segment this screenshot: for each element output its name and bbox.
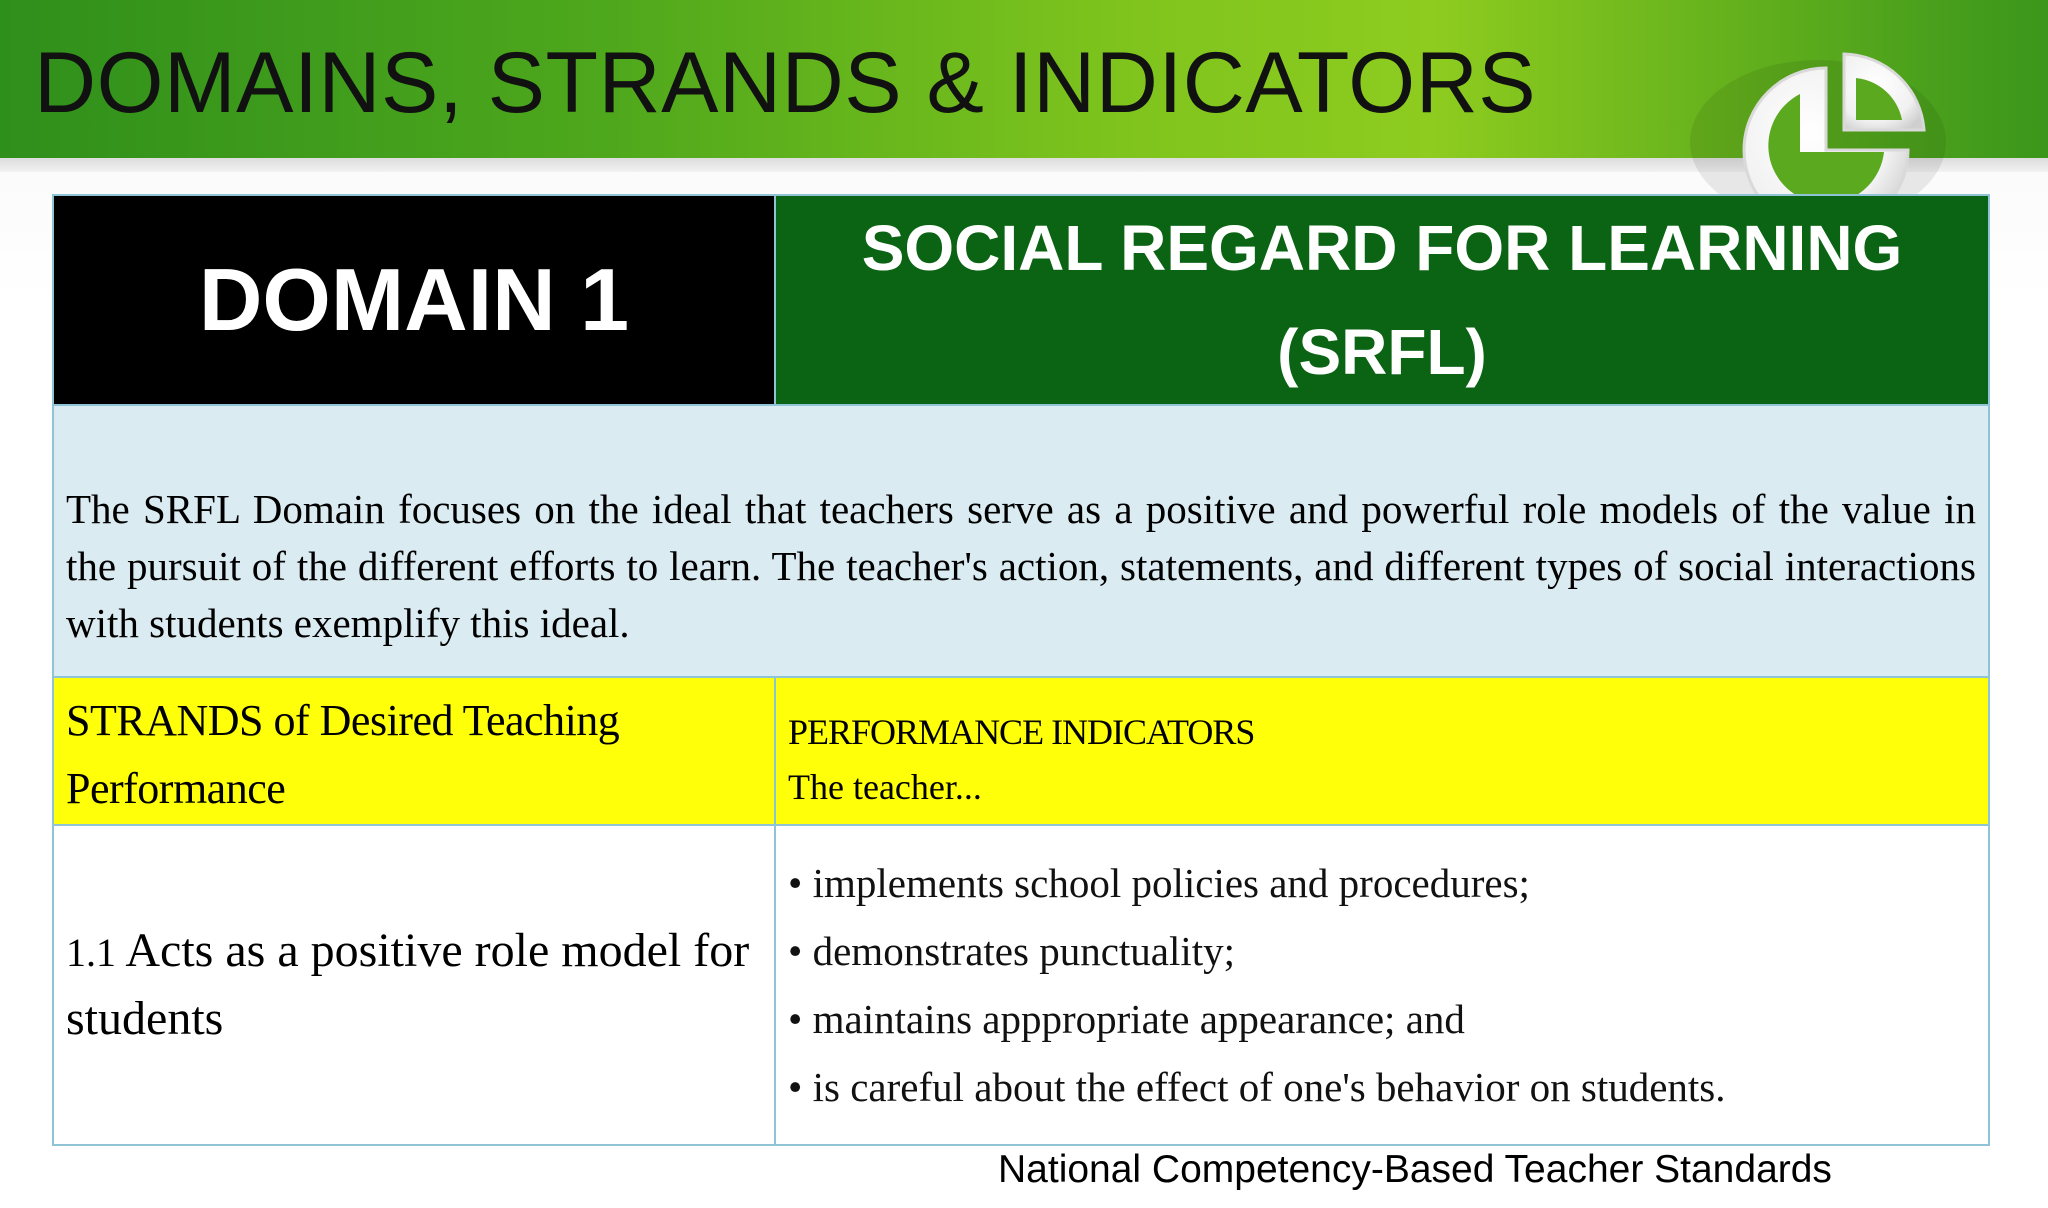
indicators-header: PERFORMANCE INDICATORS [788,712,1255,752]
indicator-item: • demonstrates punctuality; [788,917,1976,985]
strand-number: 1.1 [66,930,116,975]
indicator-item: • implements school policies and procedures; [788,849,1976,917]
domain-description-cell [53,405,1989,677]
indicators-subheader: The teacher... [788,767,982,807]
indicator-item: • maintains apppropriate appearance; and [788,985,1976,1053]
column-header-row [53,677,1989,825]
domain-table [52,194,1990,1146]
strand-row [53,825,1989,1145]
domain-label: DOMAIN 1 [198,250,630,349]
slide-title: DOMAINS, STRANDS & INDICATORS [34,35,1537,131]
indicators-header-cell [775,677,1989,825]
indicators-cell [775,825,1989,1145]
strands-header: STRANDS of Desired Teaching Performance [66,696,620,813]
strand-text: Acts as a positive role model for students [66,924,750,1045]
domain-header-row [53,195,1989,405]
domain-label-cell [53,195,775,405]
footer-note: National Competency-Based Teacher Standards [998,1148,1832,1191]
domain-description-row [53,405,1989,677]
indicator-item: • is careful about the effect of one's behavior on students. [788,1053,1976,1121]
indicator-list [776,849,1988,1121]
strand-text-block [54,918,774,1052]
domain-description: The SRFL Domain focuses on the ideal that teachers serve as a positive and powerful role models of the value in the pursuit of the different efforts to learn. The teacher's action, statements, and different types of social interactions with students exemplify this ideal. [66,485,1976,646]
strand-cell [53,825,775,1145]
strands-header-cell [53,677,775,825]
domain-title-cell [775,195,1989,405]
domain-title: SOCIAL REGARD FOR LEARNING (SRFL) [861,212,1903,388]
